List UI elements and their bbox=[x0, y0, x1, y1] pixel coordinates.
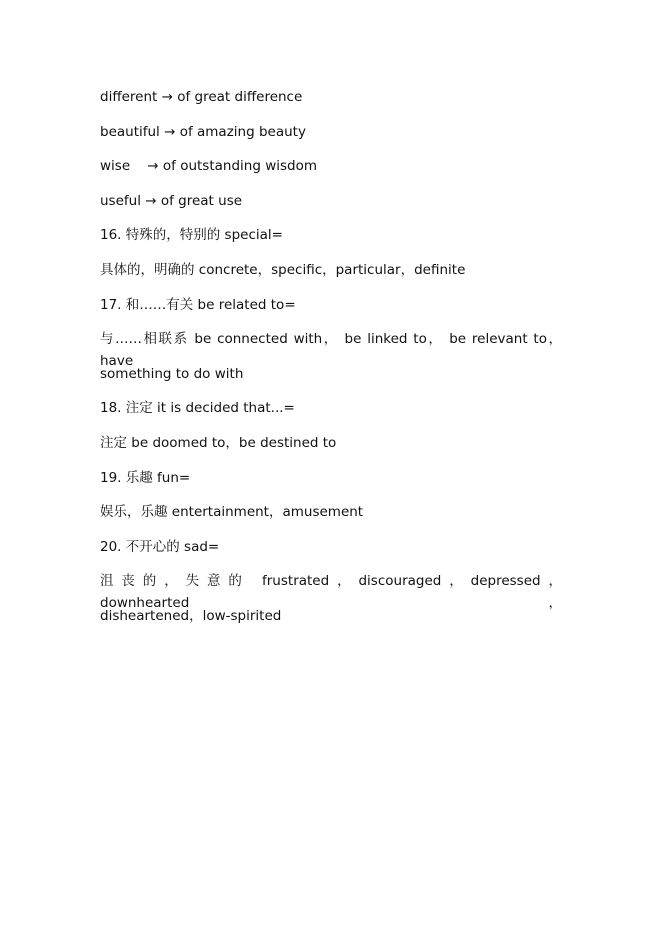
entry-18-heading: 18. 注定 it is decided that...= bbox=[100, 400, 295, 417]
text-line-wise: wise → of outstanding wisdom bbox=[100, 158, 318, 175]
entry-20-synonyms-line-1: 沮丧的，失意的 frustrated，discouraged，depressed，downhearted， bbox=[100, 573, 562, 612]
entry-16-synonyms: 具体的，明确的 concrete，specific，particular，definite bbox=[100, 261, 466, 278]
text-line-useful: useful → of great use bbox=[100, 192, 243, 209]
entry-20-synonyms-line-2: disheartened，low-spirited bbox=[100, 607, 282, 624]
entry-17-synonyms-line-1: 与……相联系 be connected with， be linked to， be relevant to， have bbox=[100, 331, 562, 370]
entry-20-heading: 20. 不开心的 sad= bbox=[100, 538, 220, 555]
entry-18-synonyms: 注定 be doomed to，be destined to bbox=[100, 434, 337, 451]
entry-17-synonyms-line-2: something to do with bbox=[100, 365, 244, 382]
text-line-different: different → of great difference bbox=[100, 89, 303, 105]
entry-19-heading: 19. 乐趣 fun= bbox=[100, 469, 191, 486]
entry-17-heading: 17. 和……有关 be related to= bbox=[100, 296, 296, 313]
vocabulary-list bbox=[100, 86, 562, 640]
text-line-beautiful: beautiful → of amazing beauty bbox=[100, 123, 306, 140]
entry-16-heading: 16. 特殊的，特别的 special= bbox=[100, 227, 283, 244]
entry-19-synonyms: 娱乐，乐趣 entertainment，amusement bbox=[100, 504, 364, 521]
